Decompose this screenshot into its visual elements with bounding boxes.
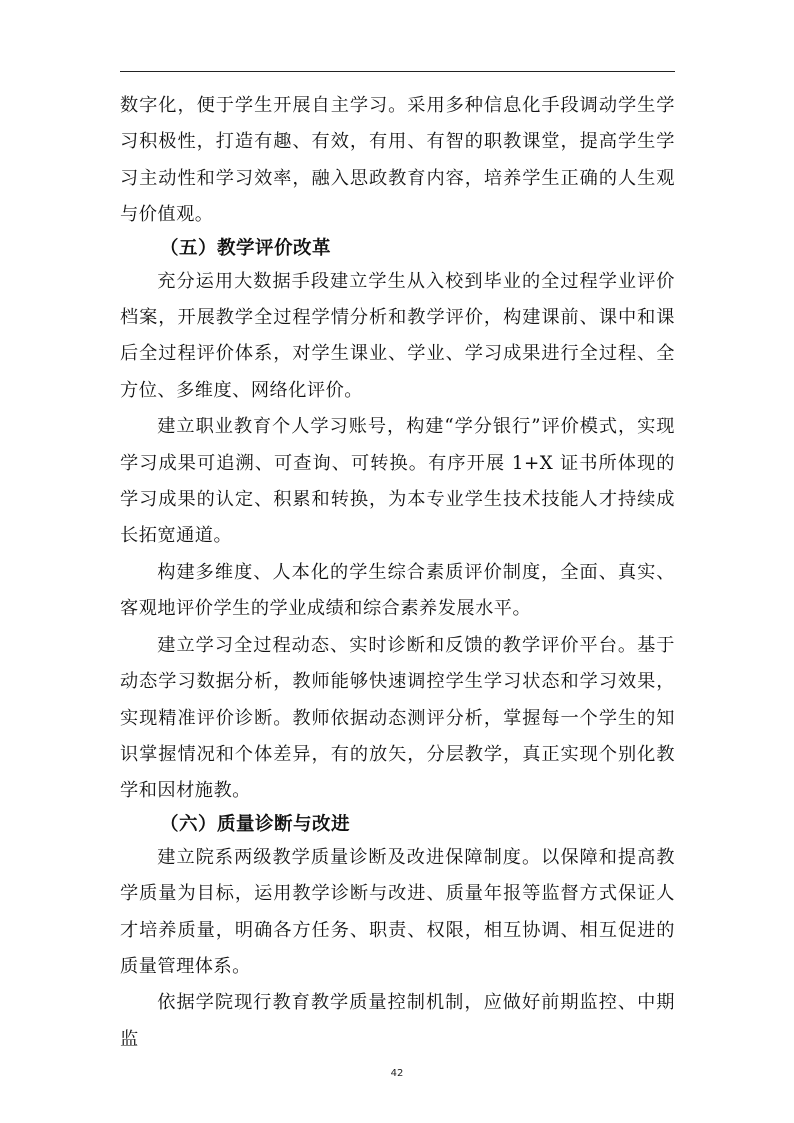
document-body bbox=[120, 88, 675, 1058]
section-heading-quality-diagnosis: （六）质量诊断与改进 bbox=[160, 813, 351, 835]
paragraph-evaluation-platform: 建立学习全过程动态、实时诊断和反馈的教学评价平台。基于动态学习数据分析，教师能够快速调控学生学习状态和学习效果，实现精准评价诊断。教师依据动态测评分析，掌握每一个学生的知识掌握情况和个体差异，有的放矢，分层教学，真正实现个别化教学和因材施教。 bbox=[120, 634, 675, 802]
paragraph-credit-bank: 建立职业教育个人学习账号，构建“学分银行”评价模式，实现学习成果可追溯、可查询、可转换。有序开展 1+X 证书所体现的学习成果的认定、积累和转换，为本专业学生技术技能人才持续成长拓宽通道。 bbox=[120, 416, 675, 547]
paragraph-comprehensive-quality: 构建多维度、人本化的学生综合素质评价制度，全面、真实、客观地评价学生的学业成绩和综合素养发展水平。 bbox=[120, 561, 675, 620]
paragraph-continuation: 数字化，便于学生开展自主学习。采用多种信息化手段调动学生学习积极性，打造有趣、有效，有用、有智的职教课堂，提高学生学习主动性和学习效率，融入思政教育内容，培养学生正确的人生观与价值观。 bbox=[120, 95, 675, 226]
header-rule bbox=[120, 71, 675, 72]
paragraph-quality-control: 依据学院现行教育教学质量控制机制，应做好前期监控、中期监 bbox=[120, 992, 675, 1050]
paragraph-big-data-evaluation: 充分运用大数据手段建立学生从入校到毕业的全过程学业评价档案，开展教学全过程学情分析和教学评价，构建课前、课中和课后全过程评价体系，对学生课业、学业、学习成果进行全过程、全方位、多维度、网络化评价。 bbox=[120, 270, 675, 401]
page-number: 42 bbox=[390, 1068, 404, 1079]
paragraph-quality-system: 建立院系两级教学质量诊断及改进保障制度。以保障和提高教学质量为目标，运用教学诊断与改进、质量年报等监督方式保证人才培养质量，明确各方任务、职责、权限，相互协调、相互促进的质量管理体系。 bbox=[120, 846, 675, 977]
section-heading-teaching-evaluation: （五）教学评价改革 bbox=[160, 237, 332, 259]
